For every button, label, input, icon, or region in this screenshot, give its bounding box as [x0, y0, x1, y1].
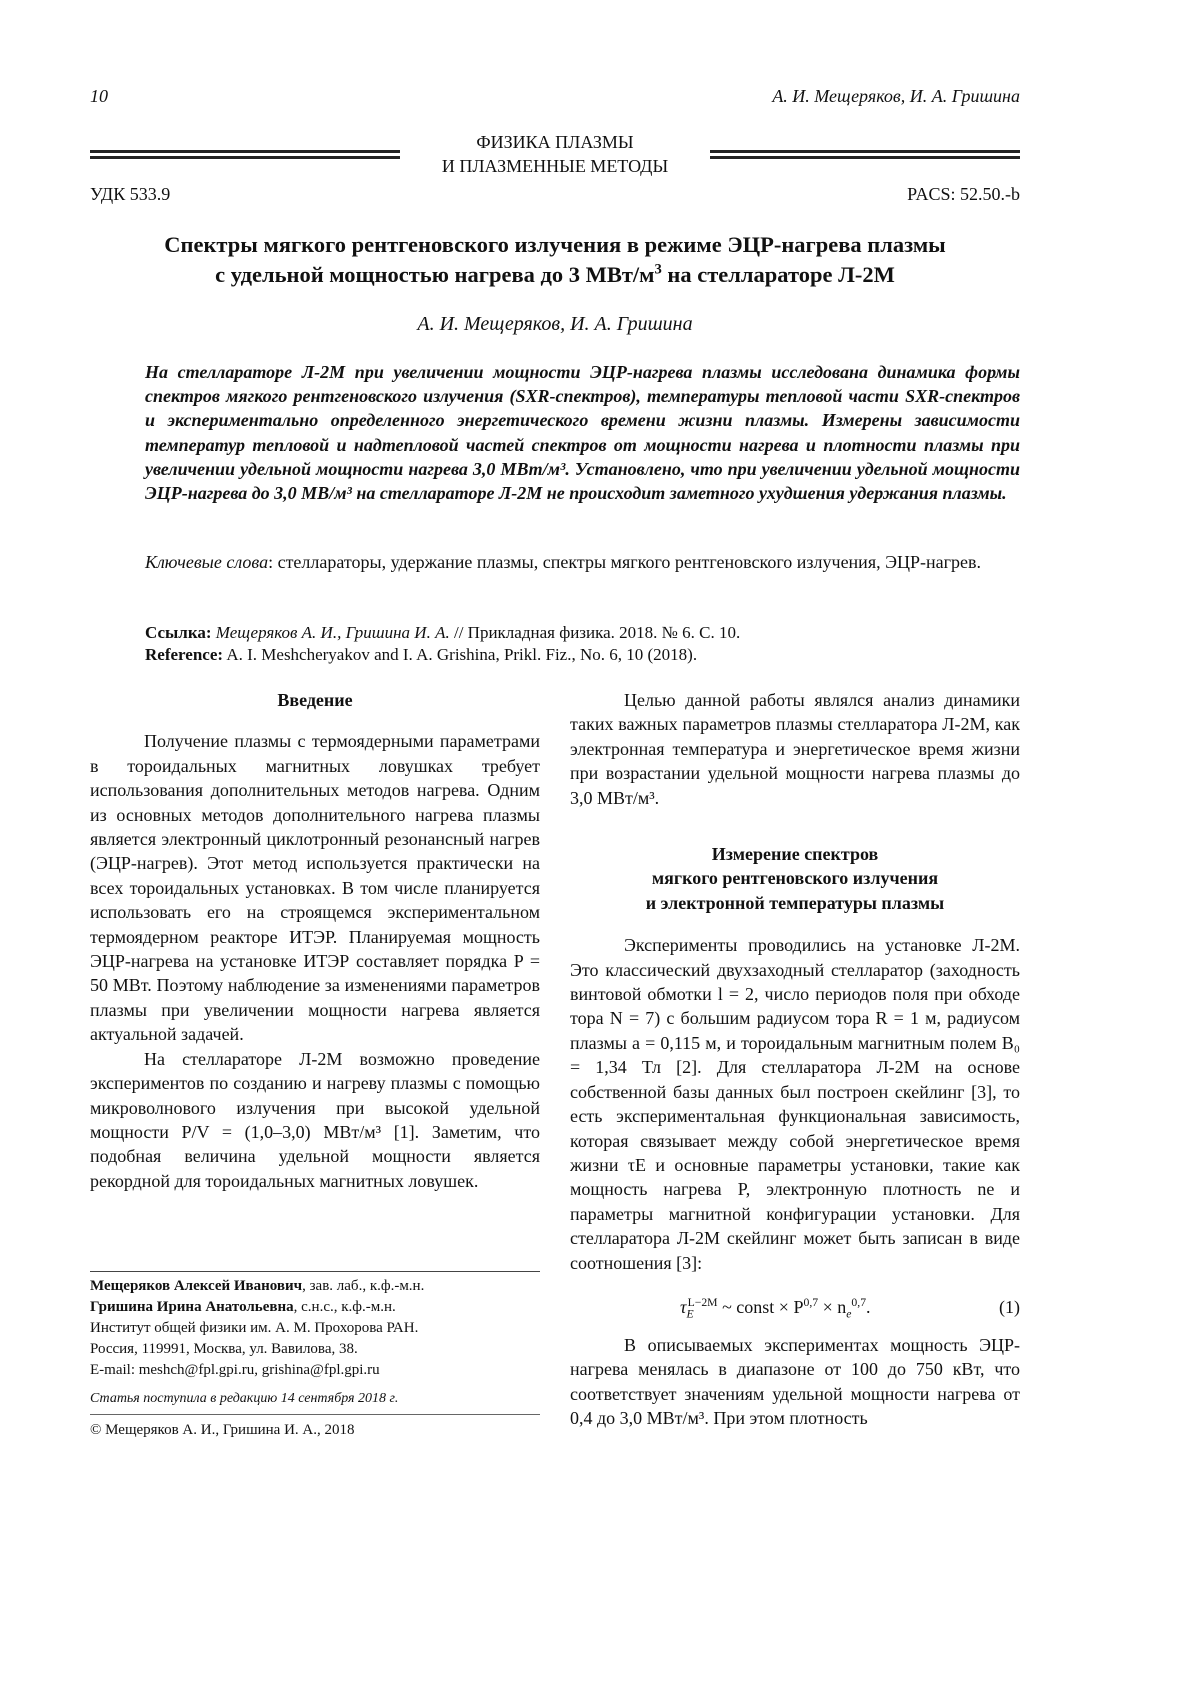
paragraph: Эксперименты проводились на установке Л-2М. Это классический двухзаходный стелларатор (заходность винтовой обмотки l = 2, число периодов поля при обходе тора N = 7) с большим радиусом тора R = 1 м, радиусом плазмы a = 0,115 м, и тороидальным магнитным полем B₀ = 1,34 Тл [2]. Для стелларатора Л-2М на основе собственной базы данных был построен скейлинг [3], то есть экспериментальная функциональная зависимость, которая связывает между собой энергетическое время жизни τE и основные параметры установки, такие как мощность нагрева P, электронную плотность ne и параметры магнитной конфигурации установки. Для стелларатора Л-2М скейлинг может быть записан в виде соотношения [3]: — [570, 933, 1020, 1275]
paragraph: На стеллараторе Л-2М возможно проведение экспериментов по созданию и нагреву плазмы с помощью микроволнового излучения при высокой удельной мощности P/V = (1,0–3,0) МВт/м³ [1]. Заметим, что подобная величина удельной мощности является рекордной для тороидальных магнитных ловушек. — [90, 1047, 540, 1193]
author-info — [90, 1276, 550, 1381]
author-name: Мещеряков Алексей Иванович — [90, 1278, 302, 1294]
equation-body — [680, 1295, 871, 1319]
authors: А. И. Мещеряков, И. А. Гришина — [90, 313, 1020, 336]
section-rule-right — [710, 150, 1020, 159]
author-name: Гришина Ирина Анатольевна — [90, 1299, 294, 1315]
keywords-text: : стеллараторы, удержание плазмы, спектры мягкого рентгеновского излучения, ЭЦР-нагрев. — [268, 552, 981, 572]
page — [0, 0, 1200, 1698]
citation-text: // Прикладная физика. 2018. № 6. С. 10. — [450, 623, 741, 642]
keywords — [145, 550, 1020, 574]
title-text: с удельной мощностью нагрева до 3 МВт/м — [215, 262, 654, 287]
eq-sup: 0,7 — [851, 1296, 866, 1309]
author-line — [90, 1297, 550, 1318]
author-position: , с.н.с., к.ф.-м.н. — [294, 1299, 396, 1315]
title-sup: 3 — [654, 262, 661, 278]
title-line — [60, 260, 1050, 290]
title-text: на стеллараторе Л-2М — [662, 262, 895, 287]
equation-number: (1) — [999, 1295, 1020, 1319]
citation-text: A. I. Meshcheryakov and I. A. Grishina, Prikl. Fiz., No. 6, 10 (2018). — [223, 645, 697, 664]
eq-text: . — [866, 1297, 871, 1317]
address: Россия, 119991, Москва, ул. Вавилова, 38. — [90, 1339, 550, 1360]
institution: Институт общей физики им. А. М. Прохорова РАН. — [90, 1318, 550, 1339]
section-rule-left — [90, 150, 400, 159]
copyright: © Мещеряков А. И., Гришина И. А., 2018 — [90, 1420, 355, 1441]
citation-label: Ссылка: — [145, 623, 212, 642]
eq-sub: E — [686, 1308, 693, 1321]
citation-ru — [145, 622, 740, 644]
citation-en — [145, 644, 740, 666]
journal-section — [400, 130, 710, 178]
section-heading: Введение — [90, 688, 540, 712]
paragraph: Получение плазмы с термоядерными параметрами в тороидальных магнитных ловушках требует использования дополнительных методов нагрева. Одним из основных методов дополнительного нагрева плазмы является электронный циклотронный резонансный нагрев (ЭЦР-нагрев). Этот метод используется практически на всех тороидальных установках. В том числе планируется использовать его на строящемся экспериментальном термоядерном реакторе ИТЭР. Планируемая мощность ЭЦР-нагрева на установке ИТЭР составляет порядка P = 50 МВт. Поэтому наблюдение за изменениями параметров плазмы при увеличении мощности нагрева является актуальной задачей. — [90, 729, 540, 1046]
citation — [145, 622, 740, 666]
heading-line: мягкого рентгеновского излучения — [570, 866, 1020, 890]
title-line: Спектры мягкого рентгеновского излучения в режиме ЭЦР-нагрева плазмы — [60, 230, 1050, 260]
footnote-rule — [90, 1271, 540, 1272]
eq-text: × n — [818, 1297, 846, 1317]
eq-sup: L−2M — [688, 1296, 718, 1309]
citation-label: Reference: — [145, 645, 223, 664]
pacs: PACS: 52.50.-b — [907, 184, 1020, 205]
received-date: Статья поступила в редакцию 14 сентября 2018 г. — [90, 1388, 398, 1409]
eq-text: ~ const × P — [718, 1297, 804, 1317]
section-line: ФИЗИКА ПЛАЗМЫ — [400, 130, 710, 154]
paragraph: В описываемых экспериментах мощность ЭЦР-нагрева менялась в диапазоне от 100 до 750 кВт, что соответствует значениям удельной мощности нагрева от 0,4 до 3,0 МВт/м³. При этом плотность — [570, 1333, 1020, 1431]
section-heading — [570, 842, 1020, 915]
paragraph: Целью данной работы являлся анализ динамики таких важных параметров плазмы стелларатора Л-2М, как электронная температура и энергетическое время жизни при возрастании удельной мощности нагрева плазмы до 3,0 МВт/м³. — [570, 688, 1020, 810]
udk: УДК 533.9 — [90, 184, 170, 205]
equation-1 — [570, 1283, 1020, 1333]
heading-line: и электронной температуры плазмы — [570, 891, 1020, 915]
keywords-label: Ключевые слова — [145, 552, 268, 572]
left-column — [90, 688, 540, 1193]
section-line: И ПЛАЗМЕННЫЕ МЕТОДЫ — [400, 154, 710, 178]
article-title — [60, 230, 1050, 290]
right-column — [570, 688, 1020, 1431]
running-header: А. И. Мещеряков, И. А. Гришина — [772, 86, 1020, 107]
author-position: , зав. лаб., к.ф.-м.н. — [302, 1278, 424, 1294]
abstract: На стеллараторе Л-2М при увеличении мощности ЭЦР-нагрева плазмы исследована динамика формы спектров мягкого рентгеновского излучения (SXR-спектров), температуры тепловой части SXR-спектров и экспериментально определенного энергетического времени жизни плазмы. Измерены зависимости температур тепловой и надтепловой частей спектров от мощности нагрева и плотности плазмы при увеличении удельной мощности нагрева 3,0 МВт/м³. Установлено, что при увеличении удельной мощности ЭЦР-нагрева до 3,0 МВ/м³ на стеллараторе Л-2М не происходит заметного ухудшения удержания плазмы. — [145, 360, 1020, 505]
eq-sub: e — [846, 1308, 851, 1321]
author-line — [90, 1276, 550, 1297]
email: E-mail: meshch@fpl.gpi.ru, grishina@fpl.gpi.ru — [90, 1360, 550, 1381]
page-number: 10 — [90, 86, 108, 107]
eq-symbol: τ — [680, 1297, 686, 1317]
citation-authors: Мещеряков А. И., Гришина И. А. — [216, 623, 450, 642]
eq-sup: 0,7 — [803, 1296, 818, 1309]
heading-line: Измерение спектров — [570, 842, 1020, 866]
copyright-rule — [90, 1414, 540, 1415]
